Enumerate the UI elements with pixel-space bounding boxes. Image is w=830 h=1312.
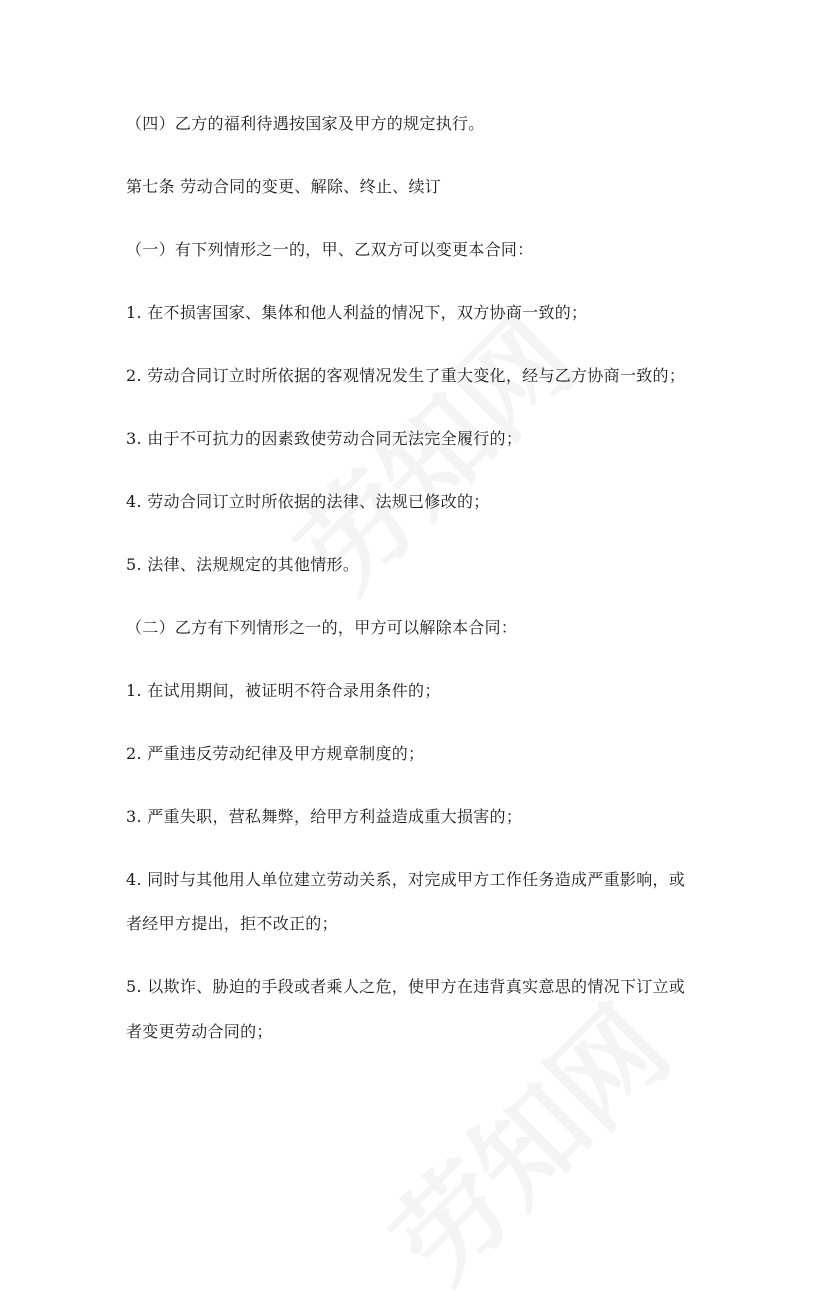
list-item-continuation: 者经甲方提出，拒不改正的； — [126, 914, 338, 933]
list-item: 5. 法律、法规规定的其他情形。 — [126, 555, 360, 574]
list-item: 5. 以欺诈、胁迫的手段或者乘人之危，使甲方在违背真实意思的情况下订立或 — [126, 977, 686, 996]
section-2-heading: （二）乙方有下列情形之一的，甲方可以解除本合同： — [126, 618, 518, 637]
watermark — [352, 966, 697, 1311]
list-item: 2. 劳动合同订立时所依据的客观情况发生了重大变化，经与乙方协商一致的； — [126, 366, 686, 385]
list-item: 1. 在不损害国家、集体和他人利益的情况下，双方协商一致的； — [126, 303, 588, 322]
list-item: 3. 由于不可抗力的因素致使劳动合同无法完全履行的； — [126, 429, 523, 448]
section-1-heading: （一）有下列情形之一的，甲、乙双方可以变更本合同： — [126, 240, 534, 259]
article-7-heading: 第七条 劳动合同的变更、解除、终止、续订 — [126, 177, 442, 196]
list-item: 2. 严重违反劳动纪律及甲方规章制度的； — [126, 744, 425, 763]
list-item: 1. 在试用期间，被证明不符合录用条件的； — [126, 681, 441, 700]
list-item: 3. 严重失职，营私舞弊，给甲方利益造成重大损害的； — [126, 807, 523, 826]
list-item: 4. 劳动合同订立时所依据的法律、法规已修改的； — [126, 492, 490, 511]
list-item: 4. 同时与其他用人单位建立劳动关系，对完成甲方工作任务造成严重影响，或 — [126, 870, 686, 889]
list-item-continuation: 者变更劳动合同的； — [126, 1022, 273, 1041]
clause-4-welfare: （四）乙方的福利待遇按国家及甲方的规定执行。 — [126, 114, 485, 133]
